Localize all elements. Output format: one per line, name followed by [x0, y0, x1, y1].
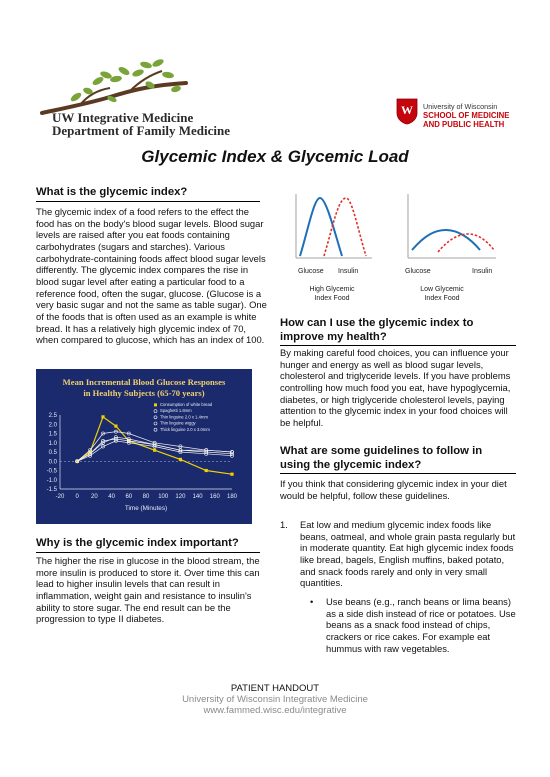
chart-legend-label: Thick linguine 2.0 x 3.0mm	[160, 426, 210, 432]
high-gi-glucose-curve	[300, 198, 342, 256]
list-item	[280, 519, 520, 589]
list-sub-item	[280, 596, 520, 654]
high-gi-glucose-label: Glucose	[298, 268, 324, 275]
chart-x-tick-label: 80	[142, 494, 150, 500]
section-heading-guidelines	[280, 445, 482, 472]
chart-legend-label: Thin linguine wiggy	[160, 420, 196, 426]
chart-legend-label: Spaghetti 1.8mm	[160, 408, 192, 414]
school-name-2: AND PUBLIC HEALTH	[423, 120, 505, 129]
chart-point	[205, 469, 208, 472]
chart-point	[101, 415, 104, 418]
low-gi-caption-line1: Low Glycemic	[420, 286, 464, 293]
high-gi-insulin-curve	[324, 198, 366, 256]
guidelines-intro-text: If you think that considering glycemic index in your diet would be helpful, follow these guidelines.	[280, 478, 507, 501]
low-gi-caption	[397, 286, 487, 303]
chart-legend-label: Consumption of white bread	[160, 402, 213, 407]
section-heading-how	[280, 317, 473, 344]
section-heading-why: Why is the glycemic index important?	[36, 537, 239, 549]
chart-legend-marker	[154, 403, 157, 406]
bullet-icon: •	[310, 595, 314, 607]
high-gi-caption-line2: Index Food	[314, 294, 350, 302]
list-item-text: Eat low and medium glycemic index foods like beans, oatmeal, and whole grain pasta regularly but in moderate quantity. Eat high glycemic index foods like bread, bagels, English muffins, baked potato, and snack foods rarely and only in very small quantities.	[300, 519, 516, 589]
chart-title: Mean Incremental Blood Glucose Responses	[62, 377, 226, 387]
low-gi-caption-line2: Index Food	[424, 294, 460, 302]
org-department: Department of Family Medicine	[52, 123, 230, 138]
chart-y-tick-label: 2.5	[48, 413, 57, 420]
how-paragraph: By making careful food choices, you can influence your hunger and energy as well as blood sugar levels, cholesterol and triglyceride levels. If you have problems controlling how much food you eat, have hypoglycemia, diabetes, or high triglyceride cholesterol levels, paying attention to the glycemic index in your food choices will be helpful.	[280, 347, 511, 428]
chart-point	[114, 425, 117, 428]
chart-x-tick-label: 100	[158, 494, 169, 500]
high-gi-insulin-label: Insulin	[338, 268, 359, 275]
chart-x-tick-label: 120	[175, 494, 186, 500]
chart-y-tick-label: 1.0	[48, 440, 57, 447]
high-gi-caption-line1: High Glycemic	[309, 286, 355, 293]
what-paragraph: The glycemic index of a food refers to the effect the food has on the body's blood sugar levels. Blood sugar levels are raised after you eat foods containing carbohydrates (sugars and starches). Various carbohydrate-containing foods affect blood sugar levels differently. The glycemic index compares the rise in blood sugar level after eating a particular food to a reference food, often the sugar, glucose. (Glucose is a very basic sugar and not the same as table sugar). One of the foods that is often used as an example is white bread. It has a relatively high glycemic index of 70, when compared to glucose, which has an index of 100.	[36, 206, 267, 346]
heading-rule	[280, 473, 516, 474]
guidelines-heading-line1: What are some guidelines to follow in	[280, 445, 483, 457]
how-heading-line1: How can I use the glycemic index to	[280, 317, 474, 329]
low-gi-insulin-label: Insulin	[472, 268, 493, 275]
chart-legend-label: Thin linguine 2.0 x 1.4mm	[160, 414, 208, 420]
school-name: SCHOOL OF MEDICINE	[423, 111, 510, 120]
guidelines-heading-line2: using the glycemic index?	[280, 458, 422, 471]
chart-point	[230, 473, 233, 476]
section-body-what	[36, 206, 268, 346]
chart-point	[153, 449, 156, 452]
list-sub-item-text: Use beans (e.g., ranch beans or lima beans) as a side dish instead of rice or potatoes. Use beans as a snack food instead of chips, crackers or rice cakes. For example eat hummus with raw vegetables.	[326, 595, 516, 654]
section-body-why	[36, 555, 268, 625]
chart-x-axis-label: Time (Minutes)	[124, 505, 168, 512]
chart-x-tick-label: 160	[209, 494, 220, 500]
heading-rule	[36, 201, 260, 202]
footer	[0, 683, 550, 716]
glycemic-chart	[36, 369, 252, 524]
chart-y-tick-label: 1.5	[48, 431, 57, 438]
guidelines-list	[280, 519, 520, 654]
footer-url: www.fammed.wisc.edu/integrative	[203, 705, 347, 716]
chart-y-tick-label: 0.5	[48, 450, 57, 457]
svg-text:W: W	[401, 103, 413, 117]
section-body-how	[280, 347, 520, 429]
chart-point	[179, 458, 182, 461]
org-name: UW Integrative Medicine	[52, 110, 194, 125]
uw-crest-icon	[396, 97, 418, 125]
how-heading-line2: improve my health?	[280, 330, 387, 343]
list-item-number: 1.	[280, 519, 288, 530]
section-heading-what: What is the glycemic index?	[36, 186, 188, 198]
chart-y-tick-label: -1.0	[46, 477, 57, 484]
chart-x-tick-label: 180	[226, 494, 238, 500]
chart-y-tick-label: 0.0	[48, 459, 57, 466]
footer-handout-label: PATIENT HANDOUT	[230, 683, 320, 694]
chart-x-tick-label: 20	[91, 494, 98, 500]
chart-subtitle: in Healthy Subjects (65-70 years)	[83, 388, 205, 398]
chart-y-tick-label: -0.5	[46, 468, 57, 475]
chart-x-tick-label: 140	[192, 494, 203, 500]
chart-x-tick-label: 40	[108, 494, 115, 500]
page-title: Glycemic Index & Glycemic Load	[141, 147, 409, 166]
chart-x-tick-label: -20	[55, 494, 65, 500]
heading-rule	[36, 552, 260, 553]
footer-org: University of Wisconsin Integrative Medicine	[182, 694, 368, 705]
chart-y-tick-label: 2.0	[48, 422, 57, 429]
high-gi-caption	[290, 286, 374, 303]
low-gi-glucose-curve	[412, 230, 480, 250]
why-paragraph: The higher the rise in glucose in the blood stream, the more insulin is produced to store it. Over time this can lead to higher insulin levels that can result in inflammation, weight gain and resistance to insulin's ability to store sugar. The end result can be the progression to type II diabetes.	[36, 555, 260, 625]
low-gi-glucose-label: Glucose	[405, 268, 431, 275]
chart-y-tick-label: -1.5	[46, 487, 57, 494]
guidelines-intro	[280, 478, 520, 501]
chart-x-tick-label: 0	[75, 494, 79, 500]
university-name: University of Wisconsin	[423, 102, 498, 111]
chart-x-tick-label: 60	[125, 494, 133, 500]
heading-rule	[280, 345, 516, 346]
